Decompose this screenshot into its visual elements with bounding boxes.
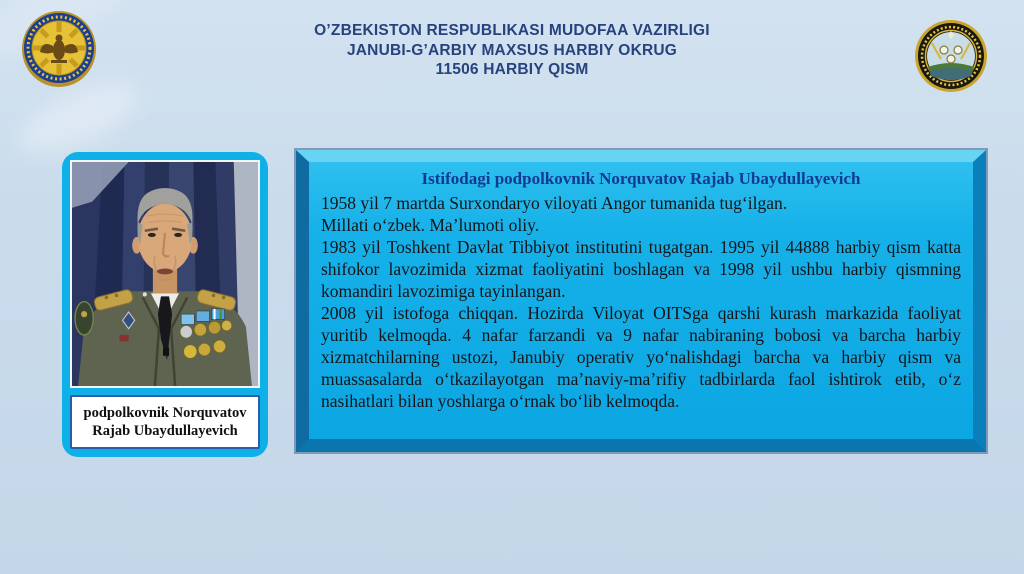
photo-caption-line-1: podpolkovnik Norquvatov <box>83 405 247 421</box>
officer-portrait-photo <box>70 160 260 388</box>
bio-paragraph-2: Millati oʻzbek. Maʼlumoti oliy. <box>321 215 540 235</box>
header-line-1: O’ZBEKISTON RESPUBLIKASI MUDOFAA VAZIRLIGI <box>314 22 710 39</box>
bio-paragraph-4: 2008 yil istofoga chiqqan. Hozirda Viloyat OITSga qarshi kurash markazida faoliyat yuritib kelmoqda. 4 nafar farzandi va 9 nafar nabiraning bobosi va barcha harbiy xizmatchilarning ustozi, Janubiy operativ yoʻnalishdagi barcha va harbiy qism va muassasalarda oʻtkazilayotgan maʼnaviy-maʼrifiy tadbirlarda faol ishtirok etib, oʻz nasihatlari bilan yoshlarga oʻrnak boʻlib kelmoqda. <box>321 303 961 411</box>
biography-panel <box>296 150 986 452</box>
defense-ministry-emblem-icon <box>20 8 98 93</box>
biography-text <box>321 192 961 412</box>
slide-header <box>120 21 904 80</box>
officer-photo-card <box>62 152 268 457</box>
bio-paragraph-1: 1958 yil 7 martda Surxondaryo viloyati Angor tumanida tugʻilgan. <box>321 193 788 213</box>
header-line-3: 11506 HARBIY QISM <box>435 61 589 78</box>
header-line-2: JANUBI-G’ARBIY MAXSUS HARBIY OKRUG <box>346 41 678 59</box>
photo-caption <box>70 395 260 449</box>
military-district-emblem-icon <box>914 19 988 98</box>
photo-caption-line-2: Rajab Ubaydullayevich <box>92 423 238 439</box>
biography-title: Istifodagi podpolkovnik Norquvatov Rajab Ubaydullayevich <box>421 169 861 188</box>
bio-paragraph-3: 1983 yil Toshkent Davlat Tibbiyot institutini tugatgan. 1995 yil 44888 harbiy qism katta shifokor lavozimida xizmat faoliyatini boshlagan va 1998 yil ushbu harbiy qismning komandiri lavozimiga tayinlangan. <box>321 237 961 301</box>
